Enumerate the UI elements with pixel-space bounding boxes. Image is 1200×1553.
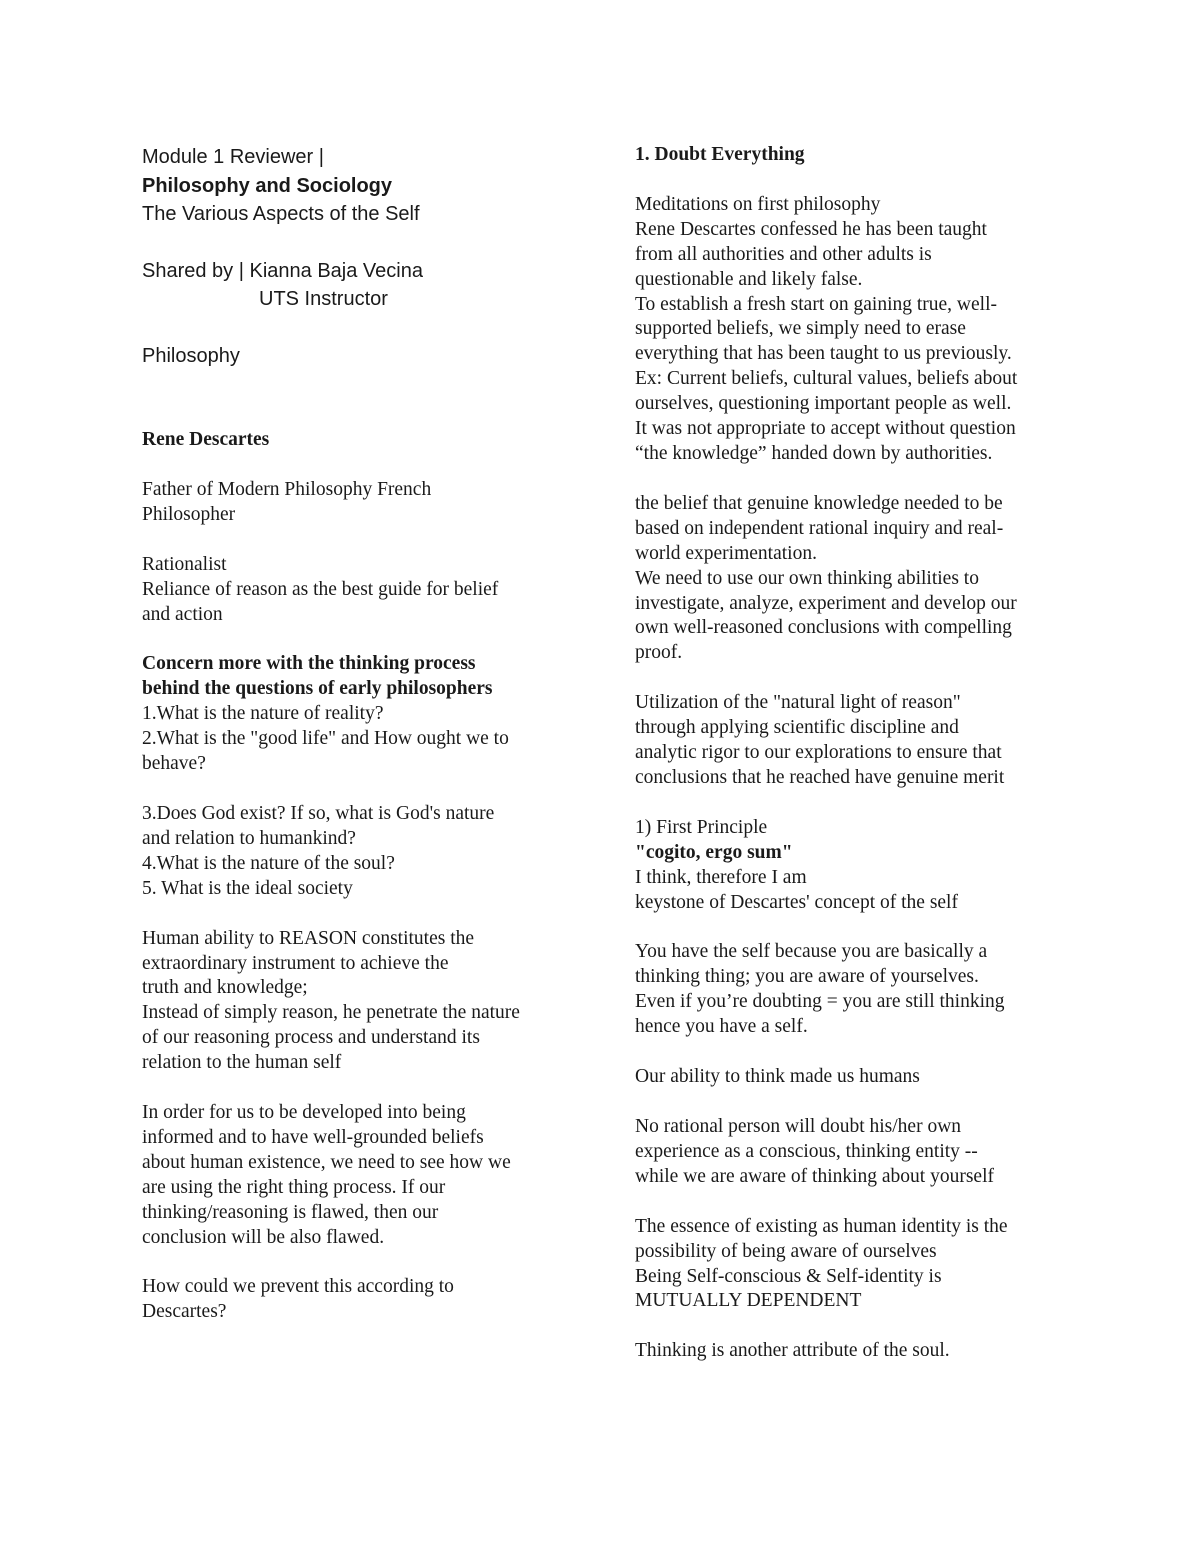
heading-rene-descartes: Rene Descartes	[142, 429, 270, 450]
paragraph-prevent: How could we prevent this according to Descartes?	[142, 1276, 454, 1323]
section-heading-philosophy: Philosophy	[142, 344, 240, 367]
paragraph-reason: Human ability to REASON constitutes the extraordinary instrument to achieve the truth and knowledge; Instead of simply reason, he penetrate the nature of our reasoning process and understand its relation to the human self	[142, 927, 520, 1074]
cogito-quote: "cogito, ergo sum"	[635, 841, 793, 863]
paragraph-genuine-knowledge: the belief that genuine knowledge needed to be based on independent rational inquiry and real- world experimentation. We need to use our own thinking abilities to investigate, analyze, experiment and develop our own well-reasoned conclusions with compelling proof.	[635, 492, 1017, 664]
paragraph-essence: The essence of existing as human identity is the possibility of being aware of ourselves Being Self-conscious & Self-identity is MUTUALLY DEPENDENT	[635, 1215, 1008, 1312]
paragraph-natural-light: Utilization of the "natural light of reason" through applying scientific discipline and analytic rigor to our explorations to ensure that conclusions that he reached have genuine merit	[635, 692, 1005, 788]
document-header	[142, 143, 572, 370]
paragraph-first-principle: 1) First Principle "cogito, ergo sum" I think, therefore I am keystone of Descartes' concept of the self	[635, 816, 1075, 916]
paragraph-father: Father of Modern Philosophy French Philosopher	[142, 478, 432, 525]
paragraph-rationalist: Rationalist Reliance of reason as the best guide for belief and action	[142, 553, 499, 625]
right-column	[635, 143, 1075, 1364]
heading-doubt-everything: 1. Doubt Everything	[635, 144, 805, 165]
paragraph-soul: Thinking is another attribute of the soul.	[635, 1340, 950, 1362]
left-body	[142, 428, 572, 1325]
paragraph-rational-person: No rational person will doubt his/her own experience as a conscious, thinking entity -- while we are aware of thinking about yourself	[635, 1116, 994, 1187]
paragraph-questions: 3.Does God exist? If so, what is God's nature and relation to humankind? 4.What is the nature of the soul? 5. What is the ideal society	[142, 802, 495, 899]
paragraph-in-order: In order for us to be developed into being informed and to have well-grounded beliefs about human existence, we need to see how we are using the right thing process. If our thinking/reasoning is flawed, then our conclusion will be also flawed.	[142, 1102, 511, 1248]
paragraph-ability: Our ability to think made us humans	[635, 1066, 920, 1088]
module-title: Module 1 Reviewer |	[142, 146, 324, 168]
first-principle-heading: 1) First Principle	[635, 816, 768, 838]
shared-by: Shared by | Kianna Baja Vecina	[142, 259, 423, 282]
paragraph-meditations: Meditations on first philosophy Rene Descartes confessed he has been taught from all authorities and other adults is questionable and likely false. To establish a fresh start on gaining true, well- supported beliefs, we simply need to erase everything that has been taught to us previously. Ex: Current beliefs, cultural values, beliefs about ourselves, questioning important people as well. It was not appropriate to accept without question “the knowledge” handed down by authorities.	[635, 193, 1018, 464]
course-title: Philosophy and Sociology	[142, 174, 393, 197]
topic-title: The Various Aspects of the Self	[142, 203, 420, 225]
paragraph-concern: Concern more with the thinking process behind the questions of early philosophers 1.What is the nature of reality? 2.What is the "good life" and How ought we to behave?	[142, 653, 509, 775]
paragraph-self: You have the self because you are basically a thinking thing; you are aware of yourselves. Even if you’re doubting = you are still thinking hence you have a self.	[635, 941, 1005, 1038]
left-column	[142, 143, 572, 1325]
instructor-role: UTS Instructor	[259, 288, 388, 310]
